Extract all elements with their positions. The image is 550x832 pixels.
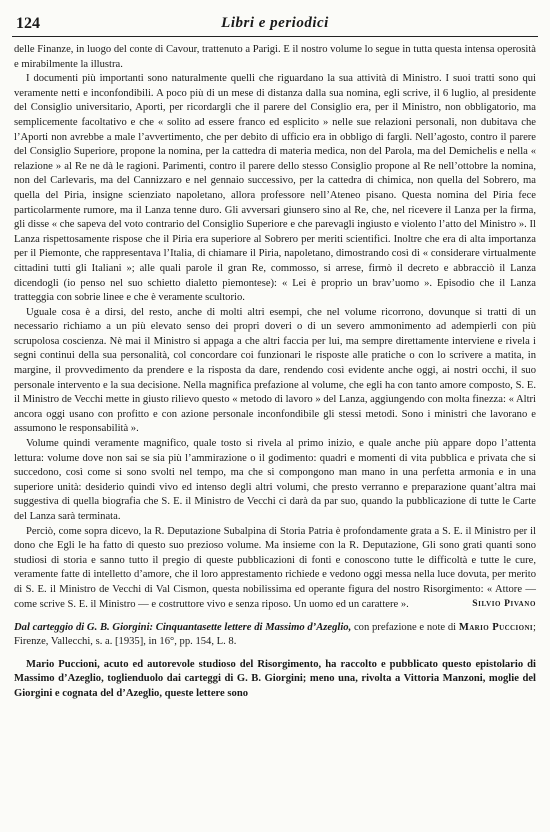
review-editor-name: Mario Puccioni — [458, 621, 534, 633]
review-bibliographic-heading — [14, 621, 536, 650]
article-paragraph: I documenti più importanti sono naturalmente quelli che riguardano la sua attività di Ministro. I suoi tratti sono qui veramente netti e inconfondibili. A poco più di un mese di distanza dalla sua nomina, egli scrive, il 6 luglio, al presidente del Consiglio universitario, Aporti, per ricordargli che il parere del Consiglio era, per il Ministro, non obbligatorio, ma semplicemente facoltativo e che « solito ad essere franco ed esplicito » nelle sue relazioni personali, non dubitava che l’Aporti non avrebbe a male l’avvertimento, che per debito di ufficio era in obbligo di fargli. Nell’agosto, contro il parere del Consiglio Superiore, propone la nomina, per la cattedra di materia medica, non del Parola, ma del Demichelis e nella « relazione » al Re ne dà le ragioni. Parimenti, contro il parere dello stesso Consiglio propone al Re nell’ottobre la nomina, non del Carlevaris, ma del Cannizzaro e nel gennaio successivo, per la cattedra di chimica, non quella del Sobrero, ma quella del Piria, insigne scienziato napoletano, allora professore nell’Ateneo pisano. Questa nomina del Piria fece particolarmente rumore, ma il Lanza tenne duro. Gli avversari giunsero sino al Re, che, nel ricevere il Lanza per la firma, gli disse « che sapeva del voto contrario del Consiglio Superiore e che parevagli ingiusto e violento l’atto del Ministro ». Il Lanza rispettosamente rispose che il Piria era superiore al Sobrero per meriti scientifici. Inoltre che era di alta importanza per il Piemonte, che rappresentava l’Italia, di chiamare il Piria, napoletano, dimostrando così di « considerare virtualmente cittadini tutti gli Italiani »; alle quali parole il gran Re, commosso, si arrese, firmò il decreto e abbracciò il Lanza dicendogli (io penso nel suo schietto dialetto piemontese): « Lei è proprio un brav’uomo ». Episodio che il Lanza tratteggia con sobrie linee e che è veramente scultorio. — [14, 73, 536, 304]
page-number: 124 — [16, 15, 40, 32]
article-paragraph: Uguale cosa è a dirsi, del resto, anche di molti altri esempi, che nel volume ricorrono, dovunque si tratti di un necessario richiamo a un più elevato senso dei propri doveri o di un severo ammonimento ad adempierli con più scrupolosa coscienza. Nè mai il Ministro si appaga a che altri faccia per lui, ma sempre direttamente interviene e rivela i segni continui della sua personalità, col concordare coi funzionari le risposte alle pratiche o con lo scrivere a matita, in margine, il provvedimento da prendere e la risposta da dare, rendendo così evidente anche oggi, ai nostri occhi, il suo personale intervento e la sua decisione. Nella magnifica prefazione al volume, che egli ha con tanto amore composto, S. E. il Ministro de Vecchi mette in giusto rilievo questo « metodo di lavoro » del Lanza, aggiungendo con molta finezza: « Altri ancora oggi usano con profitto e con azione personale inconfondibile gli stessi metodi. Sono i ministri che lavorano e assumono le responsabilità ». — [14, 306, 536, 435]
review-publication-details: ; Firenze, Vallecchi, s. a. [1935], in 16°, pp. 154, L. 8. — [14, 621, 536, 648]
author-signature: Silvio Pivano — [472, 597, 536, 609]
running-head: Libri e periodici — [221, 15, 329, 31]
page-body — [14, 43, 536, 702]
article-paragraph: Perciò, come sopra dicevo, la R. Deputazione Subalpina di Storia Patria è profondamente grata a S. E. il Ministro per il dono che Egli le ha fatto di questo suo prezioso volume. Ma insieme con la R. Deputazione, Gli sono grati quanti sono studiosi di storia e sanno tutto il pregio di queste pubblicazioni di fonti e conoscono tutte le difficoltà e tutte le cure, veramente fatte di intelletto d’amore, che il loro apprestamento richiede e vedono oggi messa nella luce dovuta, per merito di S. E. il Ministro de Vecchi di Val Cismon, questa nobilissima ed operante figura del nostro Risorgimento: « Attore — come scrive S. E. il Ministro — e costruttore vivo e senza riposo. Un uomo ed un carattere ». — [14, 525, 536, 610]
review-paragraph: Mario Puccioni, acuto ed autorevole studioso del Risorgimento, ha raccolto e pubblicato questo epistolario di Massimo d’Azeglio, toglienduolo dai carteggi di G. B. Giorgini; meno una, rivolta a Vittoria Manzoni, moglie del Giorgini e cognata del d’Azeglio, queste lettere sono — [14, 658, 536, 699]
article-paragraph: Volume quindi veramente magnifico, quale tosto si rivela al primo inizio, e quale anche più appare dopo l’attenta lettura: volume dove non sai se sia più l’ammirazione o il godimento: quadri e momenti di vita pubblica e privata che si succedono, così come si sono svolti nel tempo, ma che si compongono man mano in una perfetta armonia e in una superiore unità: desiderio quindi vivo ed intenso degli altri volumi, che presto verranno e preparazione quant’altra mai suggestiva di quella biografia che S. E. il Ministro de Vecchi ci darà da par suo, quando la pubblicazione di tutte le Carte del Lanza sarà terminata. — [14, 438, 536, 522]
article-paragraph-continued: delle Finanze, in luogo del conte di Cavour, trattenuto a Parigi. E il nostro volume lo segue in tutta questa intensa operosità e mirabilmente la illustra. — [14, 44, 536, 70]
page-header — [12, 14, 538, 37]
review-book-title: Dal carteggio di G. B. Giorgini: Cinquantasette lettere di Massimo d’Azeglio, — [14, 621, 352, 633]
review-heading-mid: con prefazione e note di — [351, 621, 459, 633]
review-body — [14, 658, 536, 702]
